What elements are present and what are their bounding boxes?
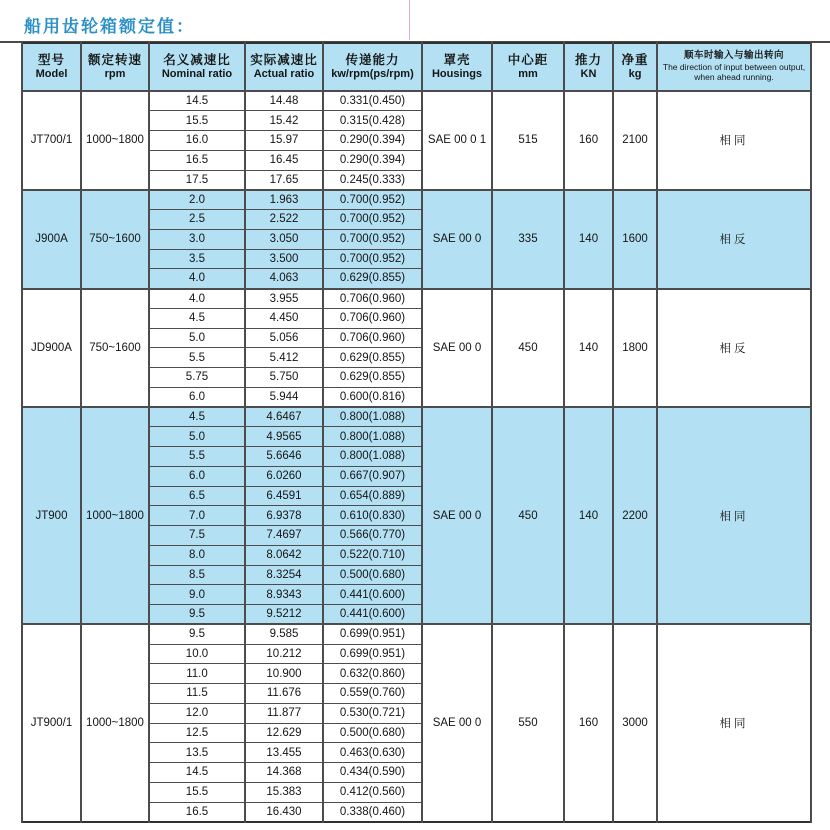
- actual-ratio-cell: 8.0642: [245, 545, 323, 565]
- nominal-ratio-cell: 13.5: [149, 743, 245, 763]
- nominal-ratio-cell: 6.0: [149, 387, 245, 407]
- actual-ratio-cell: 1.963: [245, 190, 323, 210]
- model-cell: JT700/1: [22, 91, 81, 190]
- transfer-capacity-cell: 0.441(0.600): [323, 605, 422, 625]
- nominal-ratio-cell: 3.0: [149, 229, 245, 249]
- nominal-ratio-cell: 4.5: [149, 308, 245, 328]
- model-cell: JT900/1: [22, 624, 81, 822]
- transfer-capacity-cell: 0.522(0.710): [323, 545, 422, 565]
- transfer-capacity-cell: 0.700(0.952): [323, 229, 422, 249]
- thrust-cell: 140: [564, 407, 613, 624]
- transfer-capacity-cell: 0.629(0.855): [323, 348, 422, 368]
- housing-cell: SAE 00 0: [422, 190, 492, 289]
- net-weight-cell: 1600: [613, 190, 657, 289]
- center-distance-cell: 335: [492, 190, 564, 289]
- pink-divider-line: [409, 0, 410, 40]
- direction-cell: 相同: [657, 624, 811, 822]
- transfer-capacity-cell: 0.566(0.770): [323, 526, 422, 546]
- table-row: [22, 407, 811, 427]
- col-header-nominal-ratio: 名义减速比 Nominal ratio: [149, 43, 245, 91]
- transfer-capacity-cell: 0.412(0.560): [323, 782, 422, 802]
- direction-cell: 相反: [657, 289, 811, 408]
- col-header-model: 型号 Model: [22, 43, 81, 91]
- actual-ratio-cell: 7.4697: [245, 526, 323, 546]
- actual-ratio-cell: 5.6646: [245, 447, 323, 467]
- thrust-cell: 140: [564, 289, 613, 408]
- transfer-capacity-cell: 0.632(0.860): [323, 664, 422, 684]
- actual-ratio-cell: 6.0260: [245, 466, 323, 486]
- actual-ratio-cell: 8.9343: [245, 585, 323, 605]
- transfer-capacity-cell: 0.700(0.952): [323, 190, 422, 210]
- net-weight-cell: 3000: [613, 624, 657, 822]
- table-row: [22, 190, 811, 210]
- nominal-ratio-cell: 4.0: [149, 269, 245, 289]
- actual-ratio-cell: 4.450: [245, 308, 323, 328]
- nominal-ratio-cell: 5.5: [149, 348, 245, 368]
- transfer-capacity-cell: 0.530(0.721): [323, 703, 422, 723]
- transfer-capacity-cell: 0.699(0.951): [323, 624, 422, 644]
- center-distance-cell: 450: [492, 289, 564, 408]
- transfer-capacity-cell: 0.800(1.088): [323, 427, 422, 447]
- transfer-capacity-cell: 0.654(0.889): [323, 486, 422, 506]
- thrust-cell: 140: [564, 190, 613, 289]
- col-header-thrust: 推力 KN: [564, 43, 613, 91]
- actual-ratio-cell: 5.412: [245, 348, 323, 368]
- center-distance-cell: 450: [492, 407, 564, 624]
- gearbox-ratings-table: [21, 42, 812, 823]
- direction-cell: 相同: [657, 407, 811, 624]
- nominal-ratio-cell: 5.0: [149, 427, 245, 447]
- nominal-ratio-cell: 17.5: [149, 170, 245, 190]
- nominal-ratio-cell: 5.0: [149, 328, 245, 348]
- rated-speed-cell: 1000~1800: [81, 91, 149, 190]
- nominal-ratio-cell: 9.5: [149, 624, 245, 644]
- actual-ratio-cell: 12.629: [245, 723, 323, 743]
- table-row: [22, 289, 811, 309]
- actual-ratio-cell: 5.750: [245, 368, 323, 388]
- thrust-cell: 160: [564, 624, 613, 822]
- nominal-ratio-cell: 8.0: [149, 545, 245, 565]
- transfer-capacity-cell: 0.290(0.394): [323, 131, 422, 151]
- transfer-capacity-cell: 0.700(0.952): [323, 249, 422, 269]
- direction-cell: 相反: [657, 190, 811, 289]
- actual-ratio-cell: 10.212: [245, 644, 323, 664]
- transfer-capacity-cell: 0.706(0.960): [323, 308, 422, 328]
- actual-ratio-cell: 3.500: [245, 249, 323, 269]
- transfer-capacity-cell: 0.629(0.855): [323, 368, 422, 388]
- actual-ratio-cell: 3.955: [245, 289, 323, 309]
- center-distance-cell: 550: [492, 624, 564, 822]
- nominal-ratio-cell: 5.5: [149, 447, 245, 467]
- nominal-ratio-cell: 15.5: [149, 782, 245, 802]
- nominal-ratio-cell: 9.0: [149, 585, 245, 605]
- rated-speed-cell: 750~1600: [81, 190, 149, 289]
- nominal-ratio-cell: 12.0: [149, 703, 245, 723]
- transfer-capacity-cell: 0.706(0.960): [323, 289, 422, 309]
- actual-ratio-cell: 3.050: [245, 229, 323, 249]
- col-header-housings: 罩壳 Housings: [422, 43, 492, 91]
- actual-ratio-cell: 11.676: [245, 684, 323, 704]
- transfer-capacity-cell: 0.559(0.760): [323, 684, 422, 704]
- actual-ratio-cell: 17.65: [245, 170, 323, 190]
- actual-ratio-cell: 4.6467: [245, 407, 323, 427]
- nominal-ratio-cell: 15.5: [149, 111, 245, 131]
- col-header-actual-ratio: 实际减速比 Actual ratio: [245, 43, 323, 91]
- nominal-ratio-cell: 4.5: [149, 407, 245, 427]
- center-distance-cell: 515: [492, 91, 564, 190]
- table-row: [22, 91, 811, 111]
- transfer-capacity-cell: 0.338(0.460): [323, 802, 422, 822]
- nominal-ratio-cell: 7.5: [149, 526, 245, 546]
- nominal-ratio-cell: 6.5: [149, 486, 245, 506]
- rated-speed-cell: 1000~1800: [81, 624, 149, 822]
- actual-ratio-cell: 16.430: [245, 802, 323, 822]
- rated-speed-cell: 750~1600: [81, 289, 149, 408]
- col-header-center-distance: 中心距 mm: [492, 43, 564, 91]
- model-cell: J900A: [22, 190, 81, 289]
- model-cell: JT900: [22, 407, 81, 624]
- housing-cell: SAE 00 0: [422, 289, 492, 408]
- transfer-capacity-cell: 0.245(0.333): [323, 170, 422, 190]
- table-row: [22, 624, 811, 644]
- nominal-ratio-cell: 8.5: [149, 565, 245, 585]
- transfer-capacity-cell: 0.706(0.960): [323, 328, 422, 348]
- transfer-capacity-cell: 0.800(1.088): [323, 447, 422, 467]
- actual-ratio-cell: 9.5212: [245, 605, 323, 625]
- actual-ratio-cell: 4.9565: [245, 427, 323, 447]
- nominal-ratio-cell: 16.5: [149, 802, 245, 822]
- transfer-capacity-cell: 0.610(0.830): [323, 506, 422, 526]
- nominal-ratio-cell: 11.5: [149, 684, 245, 704]
- transfer-capacity-cell: 0.441(0.600): [323, 585, 422, 605]
- nominal-ratio-cell: 12.5: [149, 723, 245, 743]
- nominal-ratio-cell: 5.75: [149, 368, 245, 388]
- transfer-capacity-cell: 0.463(0.630): [323, 743, 422, 763]
- nominal-ratio-cell: 16.5: [149, 150, 245, 170]
- transfer-capacity-cell: 0.500(0.680): [323, 565, 422, 585]
- nominal-ratio-cell: 14.5: [149, 91, 245, 111]
- transfer-capacity-cell: 0.699(0.951): [323, 644, 422, 664]
- housing-cell: SAE 00 0: [422, 407, 492, 624]
- actual-ratio-cell: 6.9378: [245, 506, 323, 526]
- col-header-direction: 顺车时输入与输出转向 The direction of input between output, when ahead running.: [657, 43, 811, 91]
- transfer-capacity-cell: 0.800(1.088): [323, 407, 422, 427]
- actual-ratio-cell: 5.056: [245, 328, 323, 348]
- transfer-capacity-cell: 0.600(0.816): [323, 387, 422, 407]
- transfer-capacity-cell: 0.667(0.907): [323, 466, 422, 486]
- actual-ratio-cell: 5.944: [245, 387, 323, 407]
- actual-ratio-cell: 8.3254: [245, 565, 323, 585]
- transfer-capacity-cell: 0.700(0.952): [323, 210, 422, 230]
- nominal-ratio-cell: 6.0: [149, 466, 245, 486]
- transfer-capacity-cell: 0.434(0.590): [323, 763, 422, 783]
- transfer-capacity-cell: 0.629(0.855): [323, 269, 422, 289]
- nominal-ratio-cell: 3.5: [149, 249, 245, 269]
- model-cell: JD900A: [22, 289, 81, 408]
- nominal-ratio-cell: 2.0: [149, 190, 245, 210]
- actual-ratio-cell: 10.900: [245, 664, 323, 684]
- nominal-ratio-cell: 11.0: [149, 664, 245, 684]
- net-weight-cell: 2100: [613, 91, 657, 190]
- col-header-capacity: 传递能力 kw/rpm(ps/rpm): [323, 43, 422, 91]
- rated-speed-cell: 1000~1800: [81, 407, 149, 624]
- actual-ratio-cell: 13.455: [245, 743, 323, 763]
- net-weight-cell: 1800: [613, 289, 657, 408]
- header-row: [22, 43, 811, 91]
- transfer-capacity-cell: 0.290(0.394): [323, 150, 422, 170]
- nominal-ratio-cell: 9.5: [149, 605, 245, 625]
- transfer-capacity-cell: 0.500(0.680): [323, 723, 422, 743]
- actual-ratio-cell: 15.97: [245, 131, 323, 151]
- transfer-capacity-cell: 0.315(0.428): [323, 111, 422, 131]
- nominal-ratio-cell: 4.0: [149, 289, 245, 309]
- actual-ratio-cell: 14.48: [245, 91, 323, 111]
- nominal-ratio-cell: 7.0: [149, 506, 245, 526]
- transfer-capacity-cell: 0.331(0.450): [323, 91, 422, 111]
- direction-cell: 相同: [657, 91, 811, 190]
- housing-cell: SAE 00 0 1: [422, 91, 492, 190]
- actual-ratio-cell: 6.4591: [245, 486, 323, 506]
- actual-ratio-cell: 2.522: [245, 210, 323, 230]
- col-header-net-weight: 净重 kg: [613, 43, 657, 91]
- actual-ratio-cell: 16.45: [245, 150, 323, 170]
- actual-ratio-cell: 14.368: [245, 763, 323, 783]
- col-header-rated-speed: 额定转速 rpm: [81, 43, 149, 91]
- page-title: 船用齿轮箱额定值：: [24, 17, 195, 36]
- actual-ratio-cell: 4.063: [245, 269, 323, 289]
- nominal-ratio-cell: 10.0: [149, 644, 245, 664]
- actual-ratio-cell: 15.383: [245, 782, 323, 802]
- actual-ratio-cell: 9.585: [245, 624, 323, 644]
- nominal-ratio-cell: 2.5: [149, 210, 245, 230]
- housing-cell: SAE 00 0: [422, 624, 492, 822]
- actual-ratio-cell: 11.877: [245, 703, 323, 723]
- net-weight-cell: 2200: [613, 407, 657, 624]
- thrust-cell: 160: [564, 91, 613, 190]
- nominal-ratio-cell: 14.5: [149, 763, 245, 783]
- nominal-ratio-cell: 16.0: [149, 131, 245, 151]
- actual-ratio-cell: 15.42: [245, 111, 323, 131]
